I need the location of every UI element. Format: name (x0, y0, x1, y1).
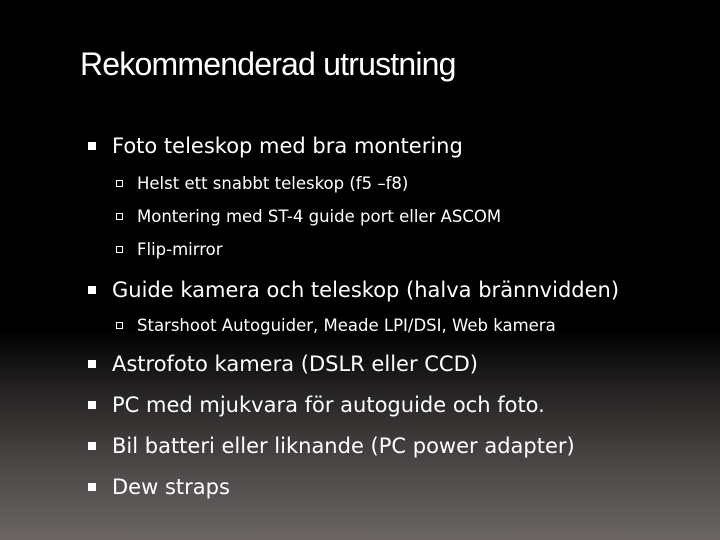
sub-bullet-item (116, 174, 408, 193)
filled-square-bullet-icon (88, 142, 96, 150)
hollow-square-bullet-icon (116, 322, 123, 329)
filled-square-bullet-icon (88, 286, 96, 294)
sub-bullet-item (116, 207, 501, 226)
slide-title: Rekommenderad utrustning (80, 46, 456, 82)
bullet-item (88, 475, 230, 499)
bullet-item (88, 134, 463, 158)
bullet-item (88, 434, 575, 458)
filled-square-bullet-icon (88, 401, 96, 409)
sub-bullet-text: Montering med ST-4 guide port eller ASCOM (137, 207, 502, 226)
filled-square-bullet-icon (88, 360, 96, 368)
filled-square-bullet-icon (88, 483, 96, 491)
bullet-text: Foto teleskop med bra montering (112, 134, 463, 158)
bullet-item (88, 278, 619, 302)
sub-bullet-item (116, 240, 223, 259)
bullet-text: Bil batteri eller liknande (PC power adapter) (112, 434, 575, 458)
bullet-text: Guide kamera och teleskop (halva brännvidden) (112, 278, 620, 302)
bullet-text: Astrofoto kamera (DSLR eller CCD) (112, 352, 478, 376)
bullet-text: Dew straps (112, 475, 230, 499)
sub-bullet-text: Flip-mirror (137, 240, 223, 259)
sub-bullet-text: Starshoot Autoguider, Meade LPI/DSI, Web kamera (137, 316, 556, 335)
bullet-item (88, 393, 545, 417)
filled-square-bullet-icon (88, 442, 96, 450)
hollow-square-bullet-icon (116, 180, 123, 187)
sub-bullet-item (116, 316, 556, 335)
sub-bullet-text: Helst ett snabbt teleskop (f5 –f8) (137, 174, 409, 193)
hollow-square-bullet-icon (116, 213, 123, 220)
hollow-square-bullet-icon (116, 246, 123, 253)
bullet-item (88, 352, 478, 376)
bullet-text: PC med mjukvara för autoguide och foto. (112, 393, 545, 417)
